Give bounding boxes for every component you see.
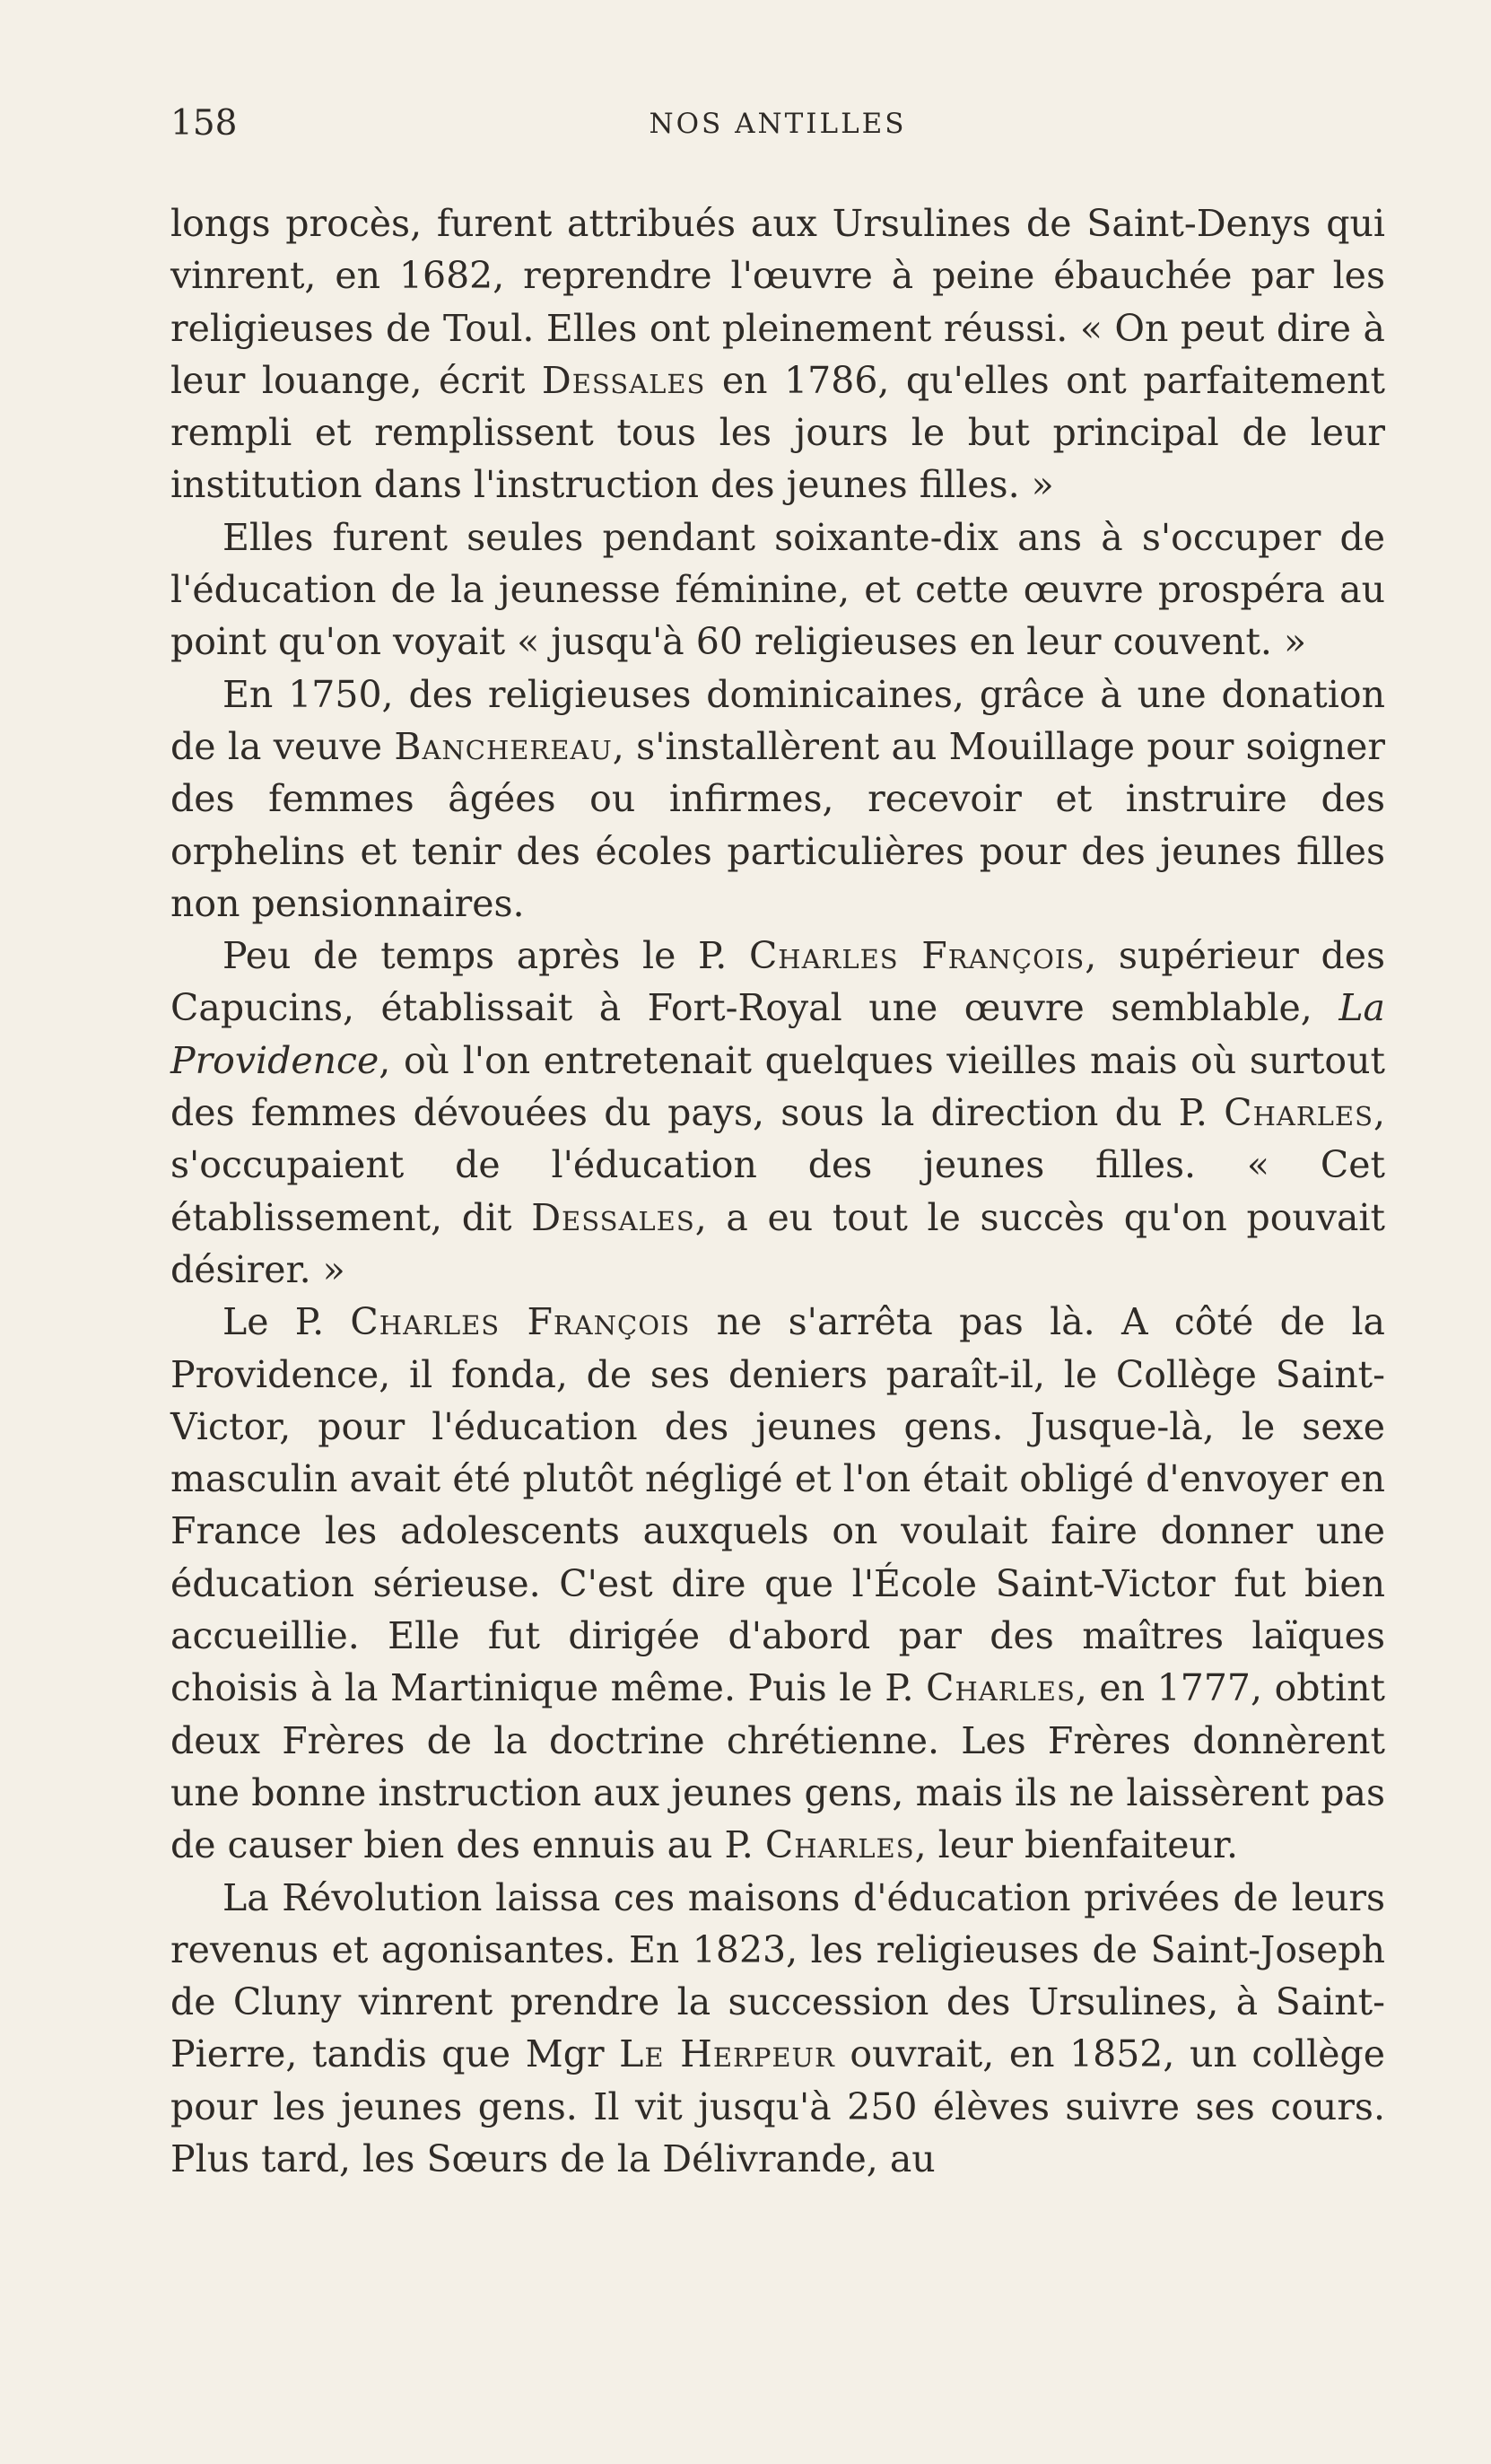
text-run: , en 1777, obtint deux Frères de la doctrine chrétienne. Les Frères donnèrent une bonne instruction aux jeunes gens, mais ils ne laissèrent pas de causer bien des ennuis au P. [170, 1666, 1386, 1867]
text-run: longs procès, furent attribués aux Ursulines de Saint-Denys qui vinrent, en 1682, reprendre l'œuvre à peine ébauchée par les religieuses de Toul. Elles ont pleinement réussi. « On peut dire à leur louange, écrit [170, 202, 1385, 402]
paragraph [170, 1296, 1385, 1871]
text-run: , où l'on entretenait quelques vieilles mais où surtout des femmes dévouées du pays, sous la direction du P. [170, 1038, 1385, 1135]
person-name-smallcaps: Charles François [350, 1300, 691, 1344]
author-name-smallcaps: Dessales [541, 358, 706, 402]
person-name-smallcaps: Charles [764, 1823, 915, 1867]
person-name-smallcaps: Banchereau [394, 724, 613, 768]
person-name-smallcaps: Charles [926, 1666, 1076, 1710]
book-page [170, 97, 1385, 2185]
person-name-smallcaps: Le Herpeur [619, 2032, 835, 2076]
paragraph [170, 930, 1385, 1296]
paragraph [170, 197, 1385, 511]
text-run: , a eu tout le succès qu'on pouvait désirer. » [170, 1195, 1385, 1291]
text-run: , supérieur des Capucins, établissait à Fort-Royal une œuvre semblable, [170, 934, 1385, 1030]
paragraph [170, 668, 1385, 930]
text-run: Le P. [222, 1300, 351, 1344]
person-name-smallcaps: Charles François [748, 934, 1086, 978]
person-name-smallcaps: Charles [1224, 1091, 1373, 1135]
running-title: NOS ANTILLES [649, 108, 907, 140]
author-name-smallcaps: Dessales [531, 1195, 695, 1239]
text-run: , s'occupaient de l'éducation des jeunes filles. « Cet établissement, dit [170, 1091, 1385, 1239]
paragraph [170, 1872, 1385, 2186]
text-run: en 1786, qu'elles ont parfaitement rempli et remplissent tous les jours le but principal de leur institution dans l'instruction des jeunes filles. » [170, 358, 1385, 507]
text-run: Peu de temps après le P. [222, 934, 749, 978]
text-run: Elles furent seules pendant soixante-dix ans à s'occuper de l'éducation de la jeunesse féminine, et cette œuvre prospéra au point qu'on voyait « jusqu'à 60 religieuses en leur couvent. » [170, 515, 1385, 664]
text-run: La Révolution laissa ces maisons d'éducation privées de leurs revenus et agonisantes. En 1823, les religieuses de Saint-Joseph de Cluny vinrent prendre la succession des Ursulines, à Saint-Pierre, tandis que Mgr [170, 1875, 1385, 2076]
body-text [170, 197, 1385, 2185]
running-head [170, 97, 1385, 151]
text-run: ne s'arrêta pas là. A côté de la Providence, il fonda, de ses deniers paraît-il, le Collège Saint-Victor, pour l'éducation des jeunes gens. Jusque-là, le sexe masculin avait été plutôt négligé et l'on était obligé d'envoyer en France les adolescents auxquels on voulait faire donner une éducation sérieuse. C'est dire que l'École Saint-Victor fut bien accueillie. Elle fut dirigée d'abord par des maîtres laïques choisis à la Martinique même. Puis le P. [170, 1300, 1386, 1710]
institution-name-italic: La Providence [170, 986, 1385, 1082]
paragraph [170, 511, 1385, 668]
text-run: ouvrait, en 1852, un collège pour les jeunes gens. Il vit jusqu'à 250 élèves suivre ses cours. Plus tard, les Sœurs de la Délivrande, au [170, 2032, 1385, 2180]
text-run: En 1750, des religieuses dominicaines, grâce à une donation de la veuve [170, 672, 1385, 768]
text-run: , s'installèrent au Mouillage pour soigner des femmes âgées ou infirmes, recevoir et instruire des orphelins et tenir des écoles particulières pour des jeunes filles non pensionnaires. [170, 724, 1385, 925]
page-number: 158 [170, 103, 238, 144]
text-run: , leur bienfaiteur. [914, 1823, 1239, 1867]
